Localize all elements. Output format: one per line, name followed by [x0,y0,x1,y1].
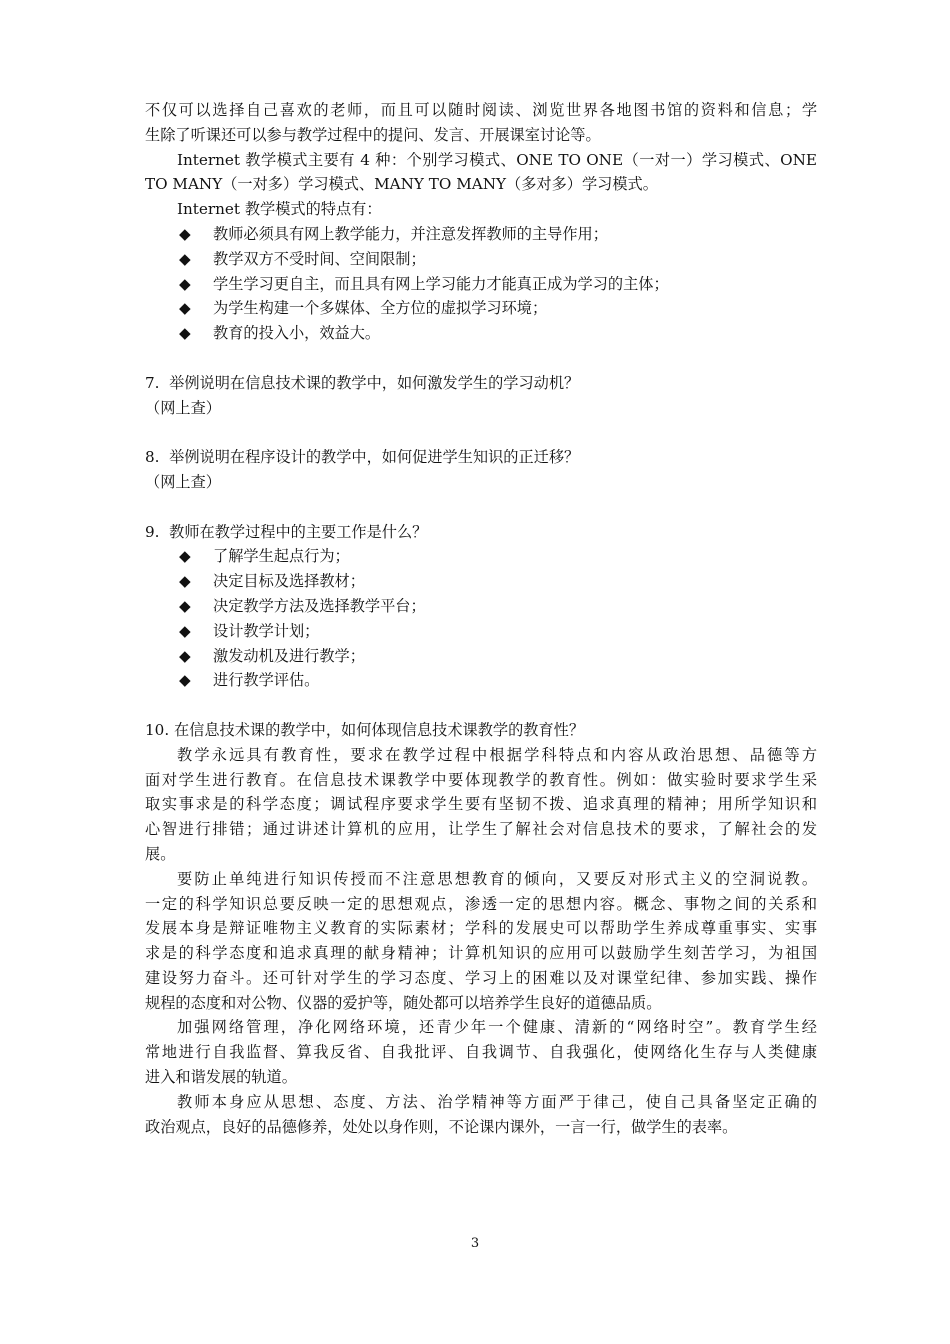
question-7 [145,371,817,396]
answer-note: （网上查） [145,472,221,491]
list-item [145,296,817,321]
paragraph-line: 发展本身是辩证唯物主义教育的实际素材；学科的发展史可以帮助学生养成尊重事实、实事 [145,919,817,938]
intro-line: 生除了听课还可以参与教学过程中的提问、发言、开展课室讨论等。 [145,125,601,144]
diamond-bullet-icon: ◆ [179,299,191,318]
list-item-text: 为学生构建一个多媒体、全方位的虚拟学习环境； [213,299,548,318]
list-item [145,222,817,247]
question-text: 教师在教学过程中的主要工作是什么？ [169,522,428,541]
list-item [145,321,817,346]
list-item-text: 决定目标及选择教材； [213,572,365,591]
diamond-bullet-icon: ◆ [179,596,191,615]
list-item-text: 设计教学计划； [213,621,320,640]
diamond-bullet-icon: ◆ [179,274,191,293]
modes-line: TO MANY（一对多）学习模式、MANY TO MANY（多对多）学习模式。 [145,175,658,194]
list-item-text: 教育的投入小，效益大。 [213,324,381,343]
paragraph-line: 常地进行自我监督、算我反省、自我批评、自我调节、自我强化，使网络化生存与人类健康 [145,1043,817,1062]
diamond-bullet-icon: ◆ [179,671,191,690]
list-item [145,247,817,272]
paragraph-2 [145,867,817,1016]
paragraph-line: 求是的科学态度和追求真理的献身精神；计算机知识的应用可以鼓励学生刻苦学习，为祖国 [145,944,817,963]
question-number: 7. [145,373,160,392]
list-item [145,544,817,569]
paragraph-line: 展。 [145,844,176,863]
intro-line: 不仅可以选择自己喜欢的老师，而且可以随时阅读、浏览世界各地图书馆的资料和信息；学 [145,101,817,119]
paragraph-line: 教师本身应从思想、态度、方法、治学精神等方面严于律己，使自己具备坚定正确的 [177,1092,817,1111]
paragraph-3 [145,1015,817,1089]
question-9 [145,520,817,545]
paragraph-line: 建设努力奋斗。还可针对学生的学习态度、学习上的困难以及对课堂纪律、参加实践、操作 [145,968,817,987]
list-item [145,594,817,619]
list-item [145,272,817,297]
list-item-text: 学生学习更自主，而且具有网上学习能力才能真正成为学习的主体； [213,274,669,293]
list-item-text: 激发动机及进行教学； [213,646,365,665]
diamond-bullet-icon: ◆ [179,547,191,566]
list-item [145,569,817,594]
question-10: 10. 在信息技术课的教学中，如何体现信息技术课教学的教育性？ [145,720,585,739]
diamond-bullet-icon: ◆ [179,249,191,268]
paragraph-4 [145,1090,817,1140]
paragraph-line: 教学永远具有教育性，要求在教学过程中根据学科特点和内容从政治思想、品德等方 [177,745,817,764]
paragraph-line: 要防止单纯进行知识传授而不注意思想教育的倾向，又要反对形式主义的空洞说教。 [177,869,817,888]
diamond-bullet-icon: ◆ [179,324,191,343]
list-item-text: 进行教学评估。 [213,671,320,690]
answer-note: （网上查） [145,398,221,417]
question-number: 8. [145,448,160,467]
paragraph-line: 取实事求是的科学态度；调试程序要求学生要有坚韧不拨、追求真理的精神；用所学知识和 [145,795,817,814]
diamond-bullet-icon: ◆ [179,572,191,591]
paragraph-1 [145,743,817,867]
list-item [145,644,817,669]
question-text: 举例说明在信息技术课的教学中，如何激发学生的学习动机？ [169,373,580,392]
document-body [145,98,817,1139]
page-number: 3 [470,1236,480,1251]
question-text: 举例说明在程序设计的教学中，如何促进学生知识的正迁移？ [169,448,580,467]
list-item [145,668,817,693]
paragraph-line: 加强网络管理，净化网络环境，还青少年一个健康、清新的“网络时空”。教育学生经 [177,1018,817,1037]
paragraph-line: 一定的科学知识总要反映一定的思想观点，渗透一定的思想内容。概念、事物之间的关系和 [145,894,817,913]
list-item [145,619,817,644]
question-number: 9. [145,522,160,541]
list-item-text: 决定教学方法及选择教学平台； [213,596,426,615]
paragraph-line: 进入和谐发展的轨道。 [145,1068,297,1087]
list-item-text: 了解学生起点行为； [213,547,350,566]
modes-line: Internet 教学模式主要有 4 种：个别学习模式、ONE TO ONE（一对一）学习模式、ONE [177,150,817,169]
list-item-text: 教师必须具有网上教学能力，并注意发挥教师的主导作用； [213,224,608,243]
diamond-bullet-icon: ◆ [179,646,191,665]
question-8 [145,445,817,470]
paragraph-line: 政治观点，良好的品德修养，处处以身作则，不论课内课外，一言一行，做学生的表率。 [145,1117,738,1136]
paragraph-line: 心智进行排错；通过讲述计算机的应用，让学生了解社会对信息技术的要求，了解社会的发 [145,820,817,839]
paragraph-line: 规程的态度和对公物、仪器的爱护等，随处都可以培养学生良好的道德品质。 [145,993,662,1012]
diamond-bullet-icon: ◆ [179,621,191,640]
features-heading: Internet 教学模式的特点有： [177,200,382,219]
list-item-text: 教学双方不受时间、空间限制； [213,249,426,268]
paragraph-line: 面对学生进行教育。在信息技术课教学中要体现教学的教育性。例如：做实验时要求学生采 [145,770,817,789]
diamond-bullet-icon: ◆ [179,224,191,243]
